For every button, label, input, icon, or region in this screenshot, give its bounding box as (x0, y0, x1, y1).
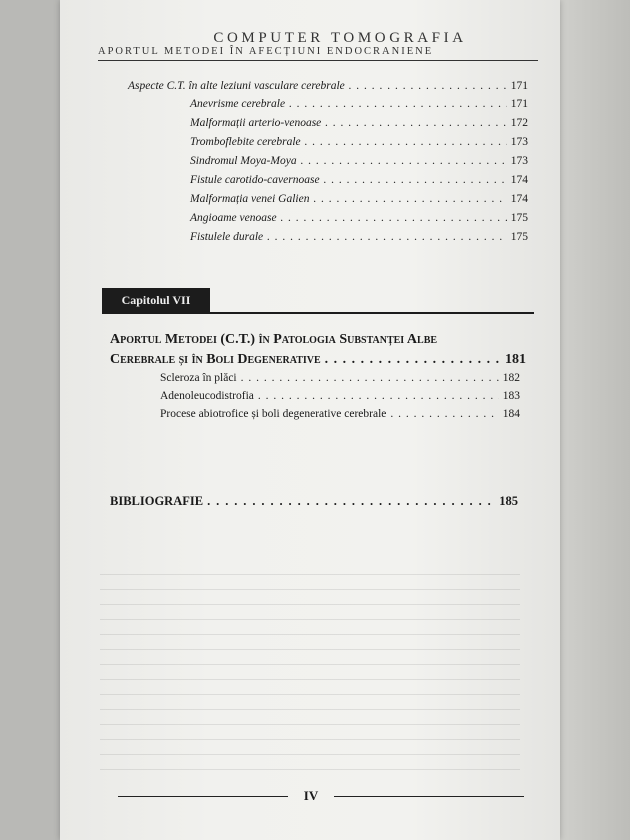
dot-leader (313, 193, 506, 205)
dot-leader (325, 352, 501, 368)
toc-label: Fistule carotido-cavernoase (190, 174, 320, 186)
toc-item (190, 98, 528, 110)
toc-item (190, 136, 528, 148)
toc-item (190, 212, 528, 224)
chapter-label: Capitolul VII (102, 288, 210, 312)
dot-leader (324, 174, 507, 186)
toc-label: Scleroza în plăci (160, 372, 237, 384)
toc-label: Malformații arterio-venoase (190, 117, 322, 129)
toc-item (160, 390, 520, 402)
toc-item (190, 174, 528, 186)
dot-leader (390, 408, 498, 420)
dot-leader (267, 231, 507, 243)
dot-leader (258, 390, 499, 402)
toc-page: 175 (510, 231, 528, 243)
toc-page: 172 (510, 117, 528, 129)
dot-leader (305, 136, 507, 148)
toc-label: Fistulele durale (190, 231, 264, 243)
footer-page-number: IV (303, 788, 319, 803)
dot-leader (325, 117, 506, 129)
toc-label: Aspecte C.T. în alte leziuni vasculare cerebrale (128, 80, 345, 92)
toc-page: 171 (510, 80, 528, 92)
footer-rule-right (334, 796, 524, 797)
footer-rule-left (118, 796, 288, 797)
toc-label: Procese abiotrofice și boli degenerative cerebrale (160, 408, 387, 420)
toc-item (190, 231, 528, 243)
toc-page: 174 (510, 193, 528, 205)
running-header-subtitle: APORTUL METODEI ÎN AFECȚIUNI ENDOCRANIENE (98, 46, 434, 57)
bibliography-label: BIBLIOGRAFIE (110, 494, 204, 508)
toc-label: Adenoleucodistrofia (160, 390, 254, 402)
toc-item (190, 193, 528, 205)
header-rule (98, 60, 538, 61)
chapter-rule (102, 312, 534, 314)
chapter-title-line1: Aportul Metodei (C.T.) în Patologia Substanței Albe (110, 332, 438, 347)
bibliography-page: 185 (499, 494, 518, 508)
toc-page: 174 (510, 174, 528, 186)
chapter-title-line2 (110, 352, 526, 368)
toc-page: 183 (502, 390, 520, 402)
dot-leader (207, 494, 495, 509)
toc-section-heading (128, 80, 528, 92)
page-edge (560, 0, 630, 840)
toc-page: 175 (510, 212, 528, 224)
dot-leader (281, 212, 507, 224)
toc-label: Anevrisme cerebrale (190, 98, 286, 110)
toc-item (160, 408, 520, 420)
bibliography-entry (110, 494, 518, 509)
toc-item (190, 155, 528, 167)
toc-page: 173 (510, 155, 528, 167)
toc-label: Sindromul Moya-Moya (190, 155, 297, 167)
dot-leader (301, 155, 507, 167)
running-header-title: COMPUTER TOMOGRAFIA (213, 30, 467, 46)
dot-leader (349, 80, 507, 92)
show-through-text (100, 560, 520, 770)
toc-page: 173 (510, 136, 528, 148)
dot-leader (241, 372, 499, 384)
toc-page: 184 (502, 408, 520, 420)
toc-item (190, 117, 528, 129)
toc-page: 171 (510, 98, 528, 110)
toc-item (160, 372, 520, 384)
toc-label: Tromboflebite cerebrale (190, 136, 301, 148)
dot-leader (289, 98, 507, 110)
chapter-page: 181 (505, 352, 526, 367)
toc-label: Malformația venei Galien (190, 193, 310, 205)
chapter-title-text: Cerebrale și în Boli Degenerative (110, 352, 321, 367)
toc-page: 182 (502, 372, 520, 384)
toc-label: Angioame venoase (190, 212, 277, 224)
